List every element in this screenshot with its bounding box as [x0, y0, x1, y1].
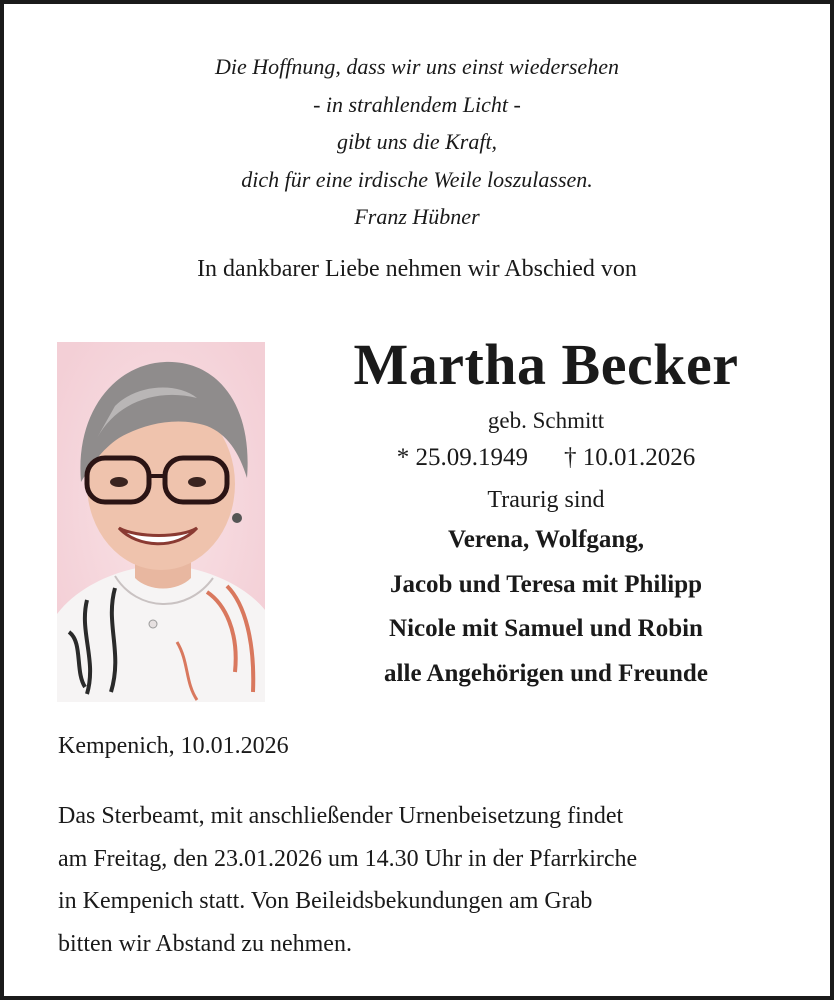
memorial-quote — [0, 48, 834, 236]
announcement-line: Das Sterbeamt, mit anschließender Urnenbeisetzung findet — [58, 803, 624, 829]
mourner-line: alle Angehörigen und Freunde — [384, 659, 708, 687]
farewell-intro: In dankbarer Liebe nehmen wir Abschied von — [197, 256, 637, 282]
quote-author: Franz Hübner — [354, 204, 480, 229]
mourner-line: Nicole mit Samuel und Robin — [389, 615, 703, 642]
announcement-line: in Kempenich statt. Von Beileidsbekundungen am Grab — [58, 888, 593, 914]
portrait-illustration — [57, 342, 265, 702]
announcement-line: am Freitag, den 23.01.2026 um 14.30 Uhr in der Pfarrkirche — [58, 845, 638, 872]
deceased-name: Martha Becker — [353, 332, 739, 397]
death-date: † 10.01.2026 — [564, 444, 696, 471]
funeral-announcement — [58, 795, 778, 965]
deceased-section — [328, 330, 764, 696]
place-and-date: Kempenich, 10.01.2026 — [58, 733, 289, 759]
announcement-line: bitten wir Abstand zu nehmen. — [58, 930, 352, 957]
portrait-photo — [57, 342, 265, 702]
quote-line: dich für eine irdische Weile loszulassen. — [241, 166, 593, 192]
quote-line: gibt uns die Kraft, — [336, 129, 498, 154]
mourners-heading: Traurig sind — [487, 487, 605, 513]
quote-line: Die Hoffnung, dass wir uns einst wiedersehen — [215, 54, 619, 79]
mourner-line: Verena, Wolfgang, — [447, 526, 645, 553]
maiden-name: geb. Schmitt — [487, 408, 605, 433]
birth-date: * 25.09.1949 — [396, 444, 528, 471]
life-dates — [328, 438, 764, 478]
mourner-line: Jacob und Teresa mit Philipp — [389, 570, 703, 598]
quote-line: - in strahlendem Licht - — [313, 91, 521, 117]
